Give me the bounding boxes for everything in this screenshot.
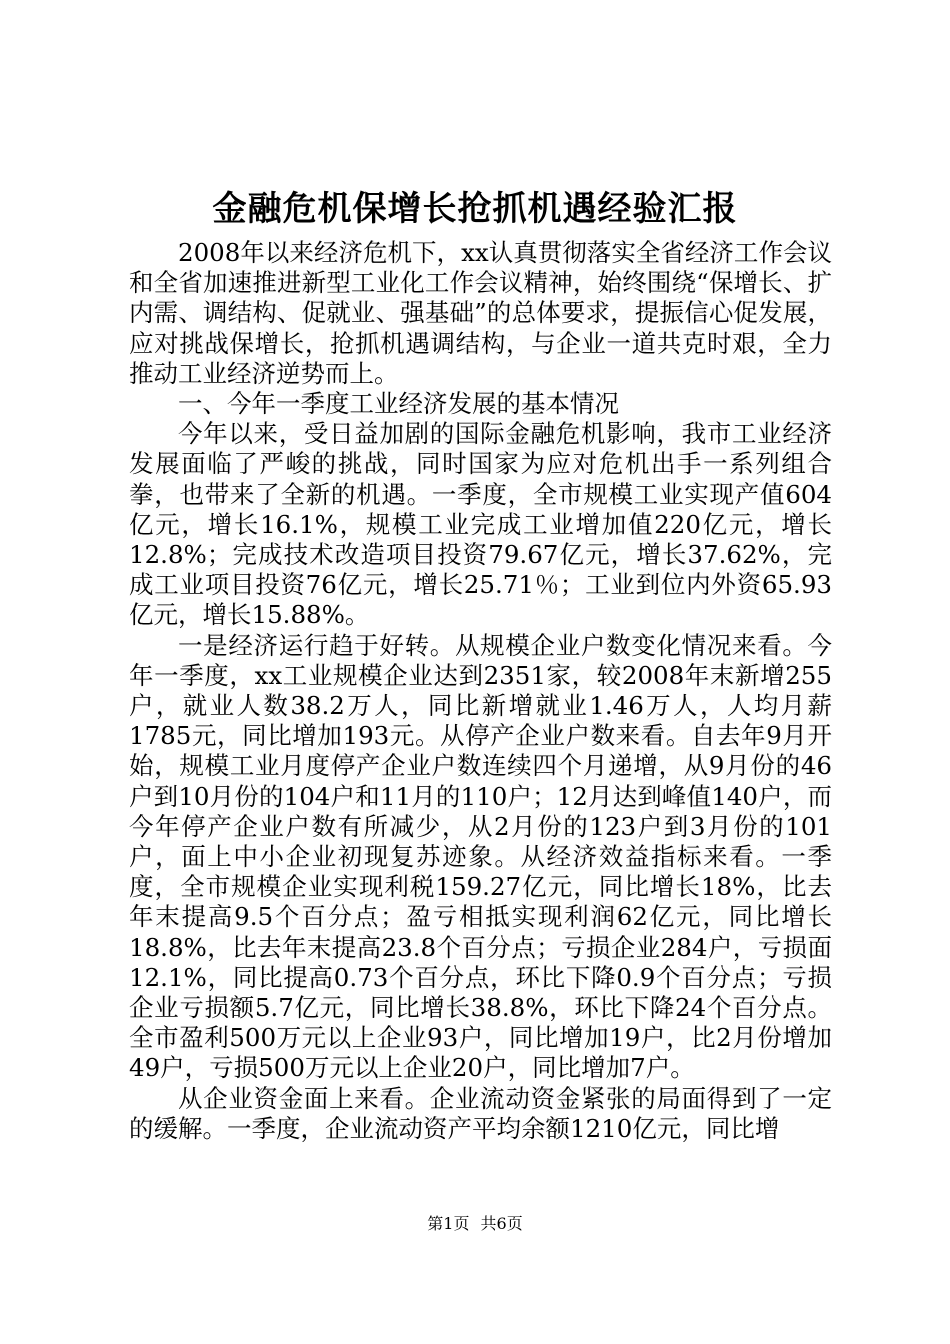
- section-heading: 一、今年一季度工业经济发展的基本情况: [178, 389, 619, 419]
- document-body: [129, 238, 832, 1144]
- paragraph-funding: 从企业资金面上来看。企业流动资金紧张的局面得到了一定的缓解。一季度，企业流动资产平均余额1210亿元，同比增: [129, 1083, 832, 1143]
- paragraph-economy: 一是经济运行趋于好转。从规模企业户数变化情况来看。今年一季度，xx工业规模企业达到2351家，较2008年末新增255户，就业人数38.2万人，同比新增就业1.46万人，人均月薪1785元，同比增加193元。从停产企业户数来看。自去年9月开始，规模工业月度停产企业户数连续四个月递增，从9月份的46户到10月份的104户和11月的110户；12月达到峰值140户，而今年停产企业户数有所减少，从2月份的123户到3月份的101户，面上中小企业初现复苏迹象。从经济效益指标来看。一季度，全市规模企业实现利税159.27亿元，同比增长18%，比去年末提高9.5个百分点；盈亏相抵实现利润62亿元，同比增长18.8%，比去年末提高23.8个百分点；亏损企业284户，亏损面12.1%，同比提高0.73个百分点，环比下降0.9个百分点；亏损企业亏损额5.7亿元，同比增长38.8%，环比下降24个百分点。全市盈利500万元以上企业93户，同比增加19户，比2月份增加49户，亏损500万元以上企业20户，同比增加7户。: [129, 630, 832, 1083]
- page-number: 第1页: [427, 1214, 470, 1233]
- page-total: 共6页: [480, 1214, 523, 1233]
- paragraph-intro: 2008年以来经济危机下，xx认真贯彻落实全省经济工作会议和全省加速推进新型工业化工作会议精神，始终围绕“保增长、扩内需、调结构、促就业、强基础”的总体要求，提振信心促发展，应对挑战保增长，抢抓机遇调结构，与企业一道共克时艰，全力推动工业经济逆势而上。: [129, 238, 832, 388]
- paragraph-overview: 今年以来，受日益加剧的国际金融危机影响，我市工业经济发展面临了严峻的挑战，同时国家为应对危机出手一系列组合拳，也带来了全新的机遇。一季度，全市规模工业实现产值604亿元，增长16.1%，规模工业完成工业增加值220亿元，增长12.8%；完成技术改造项目投资79.67亿元，增长37.62%，完成工业项目投资76亿元，增长25.71％；工业到位内外资65.93亿元，增长15.88%。: [129, 419, 832, 630]
- document-title: 金融危机保增长抢抓机遇经验汇报: [212, 189, 738, 229]
- page-footer: [0, 1212, 950, 1236]
